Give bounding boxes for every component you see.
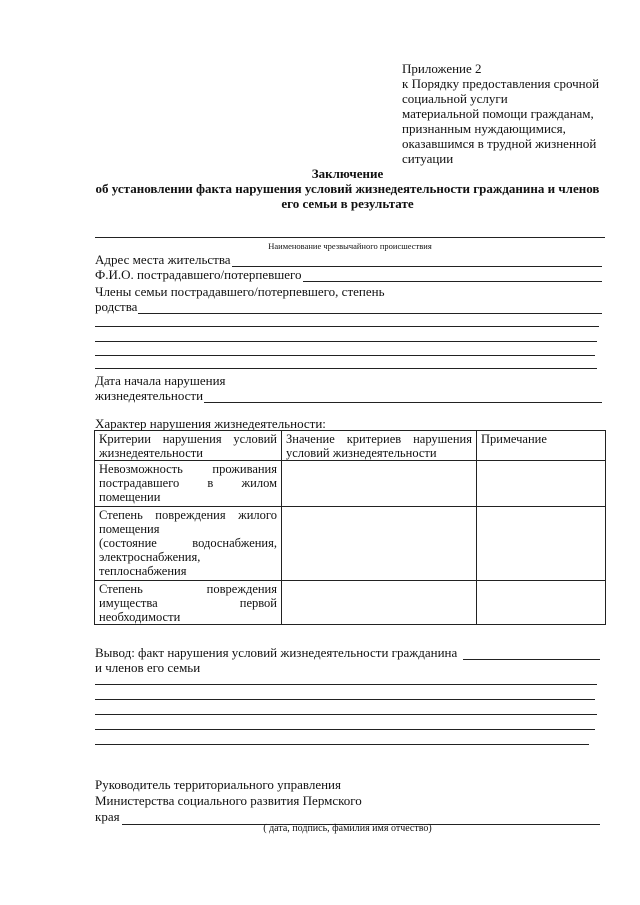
date-blank[interactable] bbox=[204, 390, 602, 403]
date-label: Дата начала нарушения bbox=[95, 373, 226, 388]
family-blank-line[interactable] bbox=[95, 326, 599, 327]
criteria-text: Степень повреждения жилого помещения bbox=[99, 508, 277, 536]
appendix-line: оказавшимся в трудной жизненной bbox=[402, 136, 597, 151]
conclusion-label: Вывод: факт нарушения условий жизнедеятельности гражданина bbox=[95, 645, 458, 660]
table-row bbox=[95, 507, 606, 581]
family-blank-line[interactable] bbox=[95, 355, 595, 356]
family-label-cont: родства bbox=[95, 299, 138, 314]
signature-block bbox=[95, 777, 605, 825]
conclusion-label-cont: и членов его семьи bbox=[95, 660, 201, 675]
conclusion-blank[interactable] bbox=[463, 647, 600, 660]
appendix-line: социальной услуги bbox=[402, 91, 508, 106]
appendix-line: к Порядку предоставления срочной bbox=[402, 76, 600, 91]
table-row bbox=[95, 581, 606, 625]
address-blank[interactable] bbox=[232, 254, 602, 267]
table-header-row bbox=[95, 431, 606, 461]
signature-label: Министерства социального развития Пермского bbox=[95, 793, 362, 808]
table-title: Характер нарушения жизнедеятельности: bbox=[95, 416, 326, 431]
family-blank-line[interactable] bbox=[95, 368, 597, 369]
header-value: Значение критериев нарушения условий жизнедеятельности bbox=[282, 431, 477, 461]
conclusion-blank-line[interactable] bbox=[95, 684, 597, 685]
fio-label: Ф.И.О. пострадавшего/потерпевшего bbox=[95, 267, 302, 282]
conclusion-label-row bbox=[95, 660, 600, 675]
criteria-table bbox=[94, 430, 606, 625]
note-cell[interactable] bbox=[477, 507, 606, 581]
note-cell[interactable] bbox=[477, 581, 606, 625]
appendix-line: материальной помощи гражданам, bbox=[402, 106, 594, 121]
signature-label: Руководитель территориального управления bbox=[95, 777, 341, 792]
fio-blank[interactable] bbox=[303, 269, 602, 282]
emergency-name-line[interactable] bbox=[95, 237, 605, 238]
header-note: Примечание bbox=[477, 431, 606, 461]
date-label-row bbox=[95, 373, 602, 388]
family-blank[interactable] bbox=[138, 301, 602, 314]
family-label-row bbox=[95, 284, 602, 299]
family-blank-line[interactable] bbox=[95, 341, 597, 342]
header-criteria: Критерии нарушения условий жизнедеятельности bbox=[95, 431, 282, 461]
fio-field[interactable] bbox=[95, 267, 602, 282]
value-cell[interactable] bbox=[282, 461, 477, 507]
document-title: Заключение bbox=[311, 166, 384, 181]
date-label-cont: жизнедеятельности bbox=[95, 388, 204, 403]
criteria-text: (состояние водоснабжения, электроснабжения, теплоснабжения bbox=[99, 536, 277, 578]
address-field[interactable] bbox=[95, 252, 602, 267]
conclusion-blank-line[interactable] bbox=[95, 699, 595, 700]
criteria-cell: Невозможность проживания пострадавшего в жилом помещении bbox=[95, 461, 282, 507]
appendix-line: ситуации bbox=[402, 151, 454, 166]
appendix-line: признанным нуждающимися, bbox=[402, 121, 566, 136]
emergency-name-caption: Наименование чрезвычайного происшествия bbox=[268, 241, 432, 251]
family-label: Члены семьи пострадавшего/потерпевшего, степень bbox=[95, 284, 385, 299]
conclusion-field[interactable] bbox=[95, 645, 600, 660]
criteria-cell: Степень повреждения имущества первой необходимости bbox=[95, 581, 282, 625]
appendix-note bbox=[402, 61, 607, 166]
appendix-line: Приложение 2 bbox=[402, 61, 482, 76]
value-cell[interactable] bbox=[282, 581, 477, 625]
address-label: Адрес места жительства bbox=[95, 252, 231, 267]
table-row bbox=[95, 461, 606, 507]
table-title-row bbox=[95, 416, 602, 431]
conclusion-blank-line[interactable] bbox=[95, 714, 597, 715]
document-subtitle: об установлении факта нарушения условий жизнедеятельности гражданина и членов bbox=[95, 181, 600, 196]
signature-caption: ( дата, подпись, фамилия имя отчество) bbox=[263, 823, 432, 834]
document-subtitle-cont: его семьи в результате bbox=[281, 196, 414, 211]
conclusion-blank-line[interactable] bbox=[95, 729, 595, 730]
document-heading bbox=[80, 166, 615, 211]
date-field[interactable] bbox=[95, 388, 602, 403]
value-cell[interactable] bbox=[282, 507, 477, 581]
conclusion-blank-line[interactable] bbox=[95, 744, 589, 745]
note-cell[interactable] bbox=[477, 461, 606, 507]
family-field[interactable] bbox=[95, 299, 602, 314]
criteria-cell bbox=[95, 507, 282, 581]
signature-label: края bbox=[95, 809, 120, 824]
